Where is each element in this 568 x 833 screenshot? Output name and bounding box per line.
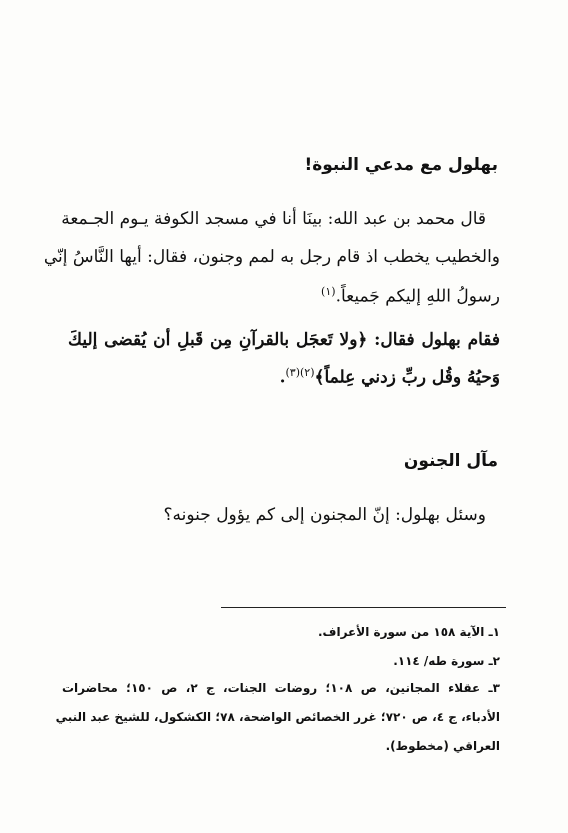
body-line-2: والخطيب يخطب اذ قام رجل به لمم وجنون، فقال: أيها النَّاسُ إنّي (43, 247, 500, 267)
footnote-ref-1: (١) (321, 285, 336, 298)
body-line-1: قال محمد بن عبد الله: بينَا أنا في مسجد الكوفة يـوم الجـمعة (61, 209, 486, 229)
quote-line-2-text: وَحيُهُ وقُل ربِّ زدني عِلماً﴾ (314, 367, 500, 388)
footnote-ref-2-3: (٢)(٣) (285, 366, 315, 379)
footnote-3-line-3: العراقي (مخطوط). (385, 739, 500, 753)
footnote-3-line-2: الأدباء، ج ٤، ص ٧٢٠؛ غرر الخصائص الواضحة، ٧٨؛ الكشكول، للشيخ عبد النبي (55, 710, 500, 724)
body-line-3 (68, 285, 500, 307)
quote-line-2 (68, 366, 500, 388)
footnote-1: ١ـ الآية ١٥٨ من سورة الأعراف. (317, 625, 500, 639)
section-title-bahlul-prophet-claimant: بهلول مع مدعي النبوة! (304, 155, 498, 175)
body-line-question: وسئل بهلول: إنّ المجنون إلى كم يؤول جنونه؟ (163, 505, 486, 525)
footnote-separator (221, 607, 506, 608)
footnote-3-line-1: ٣ـ عقلاء المجانين، ص ١٠٨؛ روضات الجنات، ج ٢، ص ١٥٠؛ محاضرات (62, 681, 500, 695)
footnote-2: ٢ـ سورة طه/ ١١٤. (393, 654, 500, 668)
quote-line-2-period: . (279, 367, 286, 388)
section-title-madness-outcome: مآل الجنون (403, 451, 498, 471)
body-line-3-text: رسولُ اللهِ إليكم جَميعاً. (335, 286, 500, 307)
quote-line-1: فقام بهلول فقال: ﴿ولا تَعجَل بالقرآنِ مِن قَبلِ أن يُقضى إليكَ (68, 330, 500, 350)
